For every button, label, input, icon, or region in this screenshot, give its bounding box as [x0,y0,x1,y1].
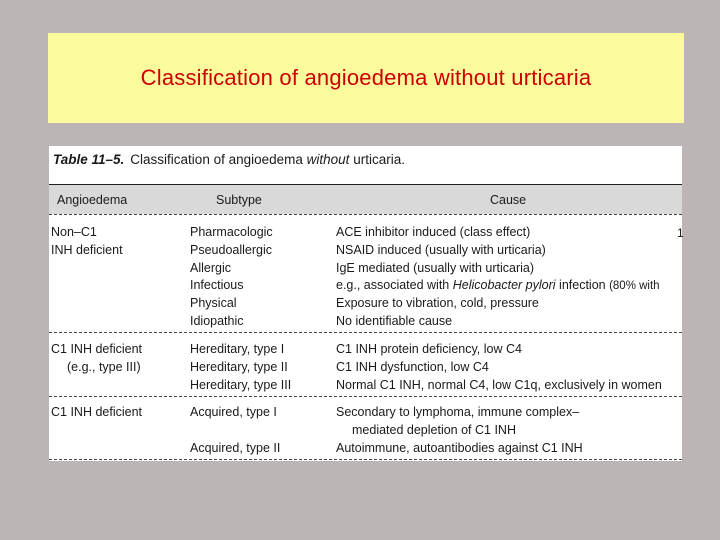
subtype-cell: Acquired, type I [190,405,277,419]
table-header-band [49,184,682,214]
cause-cell [336,277,660,295]
angioedema-line: C1 INH deficient [51,405,143,419]
subtype-cell: Physical [190,296,237,311]
cause-cell: mediated depletion of C1 INH [352,422,516,437]
group3-causes [336,404,583,457]
edge-mark: 1 [677,226,684,240]
group2-angioedema [51,341,142,377]
subtype-cell: Pharmacologic [190,225,273,239]
cause-small-text: (80% with [609,280,660,293]
table-bottom-rule [49,459,682,460]
cause-italic-organism: Helicobacter pylori [452,278,556,293]
subtype-cell: Idiopathic [190,313,244,328]
table-caption-italic: without [306,152,350,167]
angioedema-line: Non–C1 [51,225,97,239]
group1-subtypes [190,224,273,331]
slide-title-box [48,33,684,123]
classification-table [49,146,682,461]
slide-title: Classification of angioedema without urticaria [140,65,592,90]
header-angioedema: Angioedema [57,193,128,207]
subtype-cell: Hereditary, type III [190,377,292,392]
subtype-cell: Hereditary, type II [190,359,288,374]
table-row-rule [49,396,682,397]
cause-text: infection [555,278,606,293]
header-subtype: Subtype [216,193,262,207]
cause-cell: C1 INH dysfunction, low C4 [336,359,489,374]
cause-cell: Secondary to lymphoma, immune complex– [336,405,580,419]
cause-cell: ACE inhibitor induced (class effect) [336,225,531,239]
group1-angioedema [51,224,123,260]
group3-angioedema [51,404,142,422]
subtype-cell [190,422,280,440]
table-caption-end: urticaria. [349,152,405,167]
subtype-cell: Acquired, type II [190,440,281,455]
cause-cell: IgE mediated (usually with urticaria) [336,260,534,275]
subtype-cell: Pseudoallergic [190,242,272,257]
subtype-cell: Infectious [190,278,244,293]
table-caption [53,152,405,167]
group1-causes [336,224,660,331]
table-top-rule [49,184,682,185]
cause-cell: Autoimmune, autoantibodies against C1 INH [336,440,583,455]
cause-cell: NSAID induced (usually with urticaria) [336,242,546,257]
cause-text: e.g., associated with [336,278,453,293]
cause-cell: C1 INH protein deficiency, low C4 [336,342,522,356]
table-caption-number: Table 11–5. [53,152,125,167]
angioedema-line: C1 INH deficient [51,342,143,356]
table-header-rule [49,214,682,215]
cause-cell: No identifiable cause [336,313,453,328]
angioedema-line: INH deficient [51,242,123,257]
group2-causes [336,341,662,394]
table-caption-text: Classification of angioedema [130,152,307,167]
cause-cell: Exposure to vibration, cold, pressure [336,296,539,311]
table-row-rule [49,332,682,333]
subtype-cell: Allergic [190,260,231,275]
group3-subtypes [190,404,280,457]
angioedema-line: (e.g., type III) [67,359,141,374]
cause-cell: Normal C1 INH, normal C4, low C1q, exclusively in women [336,377,662,392]
group2-subtypes [190,341,291,394]
header-cause: Cause [490,193,527,207]
subtype-cell: Hereditary, type I [190,342,285,356]
